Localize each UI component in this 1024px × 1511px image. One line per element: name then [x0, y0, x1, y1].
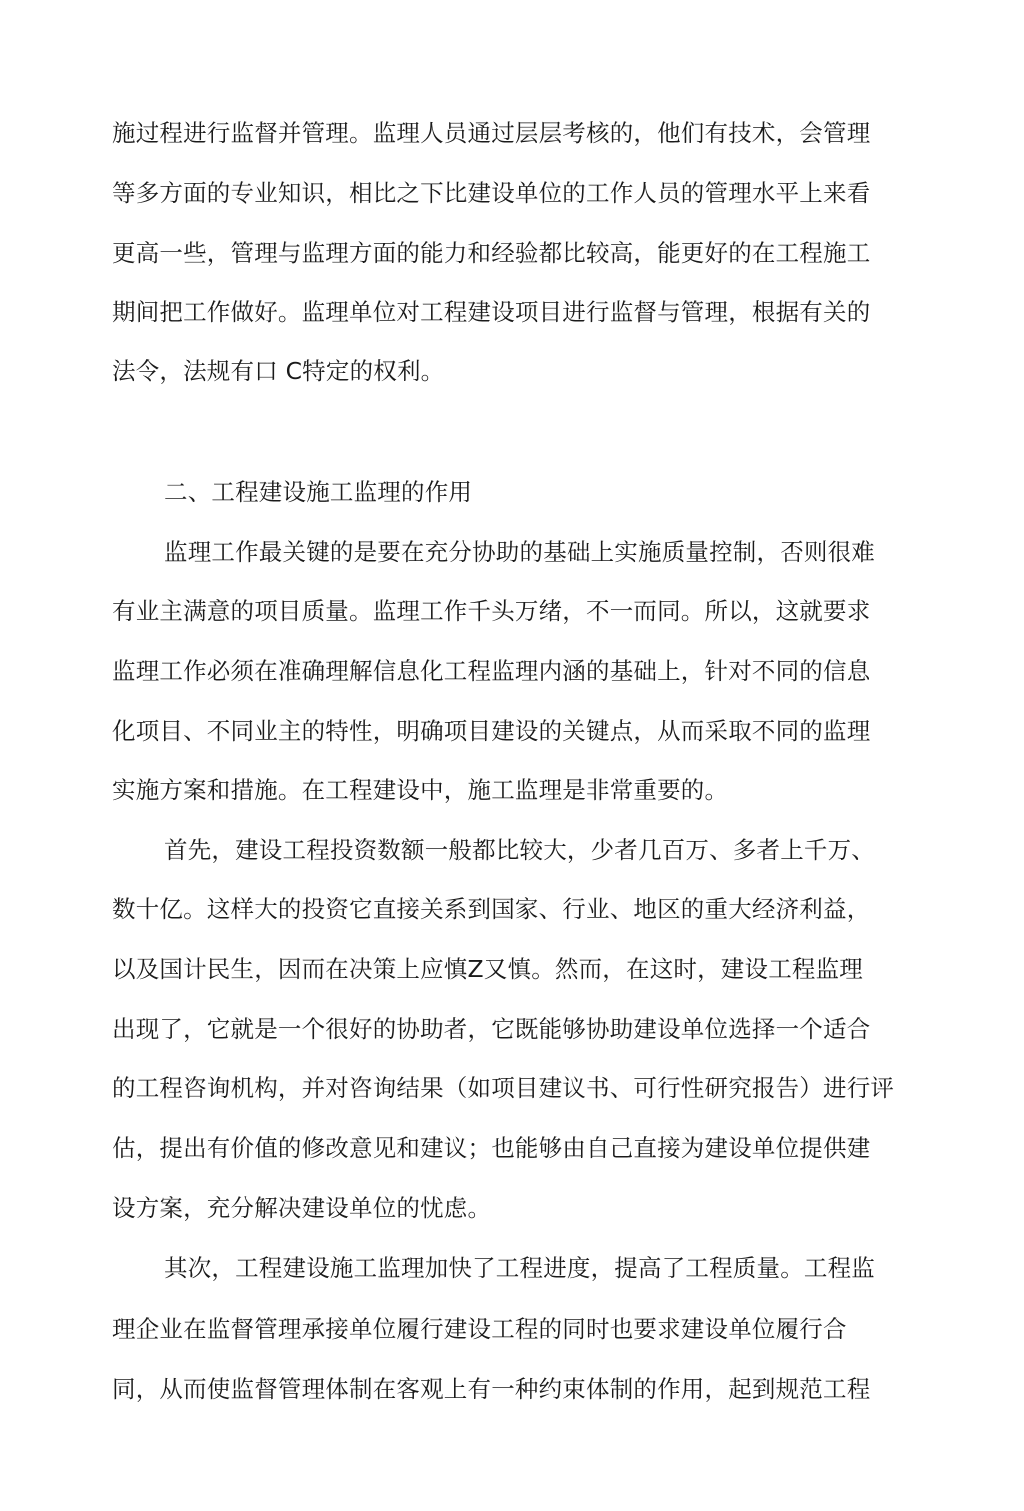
text-line: 化项目、不同业主的特性，明确项目建设的关键点，从而采取不同的监理 — [112, 717, 871, 745]
text-line: 估，提出有价值的修改意见和建议；也能够由自己直接为建设单位提供建 — [112, 1134, 871, 1162]
text-line: 设方案，充分解决建设单位的忧虑。 — [112, 1194, 492, 1222]
section-heading: 二、工程建设施工监理的作用 — [164, 478, 473, 506]
text-line: 数十亿。这样大的投资它直接关系到国家、行业、地区的重大经济利益， — [112, 895, 871, 923]
text-line: 以及国计民生，因而在决策上应慎Z又慎。然而，在这时，建设工程监理 — [112, 955, 863, 983]
text-line: 施过程进行监督并管理。监理人员通过层层考核的，他们有技术，会管理 — [112, 119, 871, 147]
text-line: 监理工作必须在准确理解信息化工程监理内涵的基础上，针对不同的信息 — [112, 657, 871, 685]
text-line: 更高一些，管理与监理方面的能力和经验都比较高，能更好的在工程施工 — [112, 239, 871, 267]
text-line: 法令，法规有口 C特定的权利。 — [112, 357, 445, 385]
text-line: 首先，建设工程投资数额一般都比较大，少者几百万、多者上千万、 — [164, 836, 875, 864]
text-line: 有业主满意的项目质量。监理工作千头万绪，不一而同。所以，这就要求 — [112, 597, 871, 625]
text-line: 等多方面的专业知识，相比之下比建设单位的工作人员的管理水平上来看 — [112, 179, 871, 207]
text-line: 的工程咨询机构，并对咨询结果（如项目建议书、可行性研究报告）进行评 — [112, 1074, 895, 1102]
text-line: 期间把工作做好。监理单位对工程建设项目进行监督与管理，根据有关的 — [112, 298, 871, 326]
text-line: 其次，工程建设施工监理加快了工程进度，提高了工程质量。工程监 — [164, 1254, 875, 1282]
text-line: 监理工作最关键的是要在充分协助的基础上实施质量控制，否则很难 — [164, 538, 875, 566]
text-line: 理企业在监督管理承接单位履行建设工程的同时也要求建设单位履行合 — [112, 1315, 847, 1343]
text-line: 出现了，它就是一个很好的协助者，它既能够协助建设单位选择一个适合 — [112, 1015, 871, 1043]
text-line: 同，从而使监督管理体制在客观上有一种约束体制的作用，起到规范工程 — [112, 1375, 871, 1403]
text-line: 实施方案和措施。在工程建设中，施工监理是非常重要的。 — [112, 776, 729, 804]
